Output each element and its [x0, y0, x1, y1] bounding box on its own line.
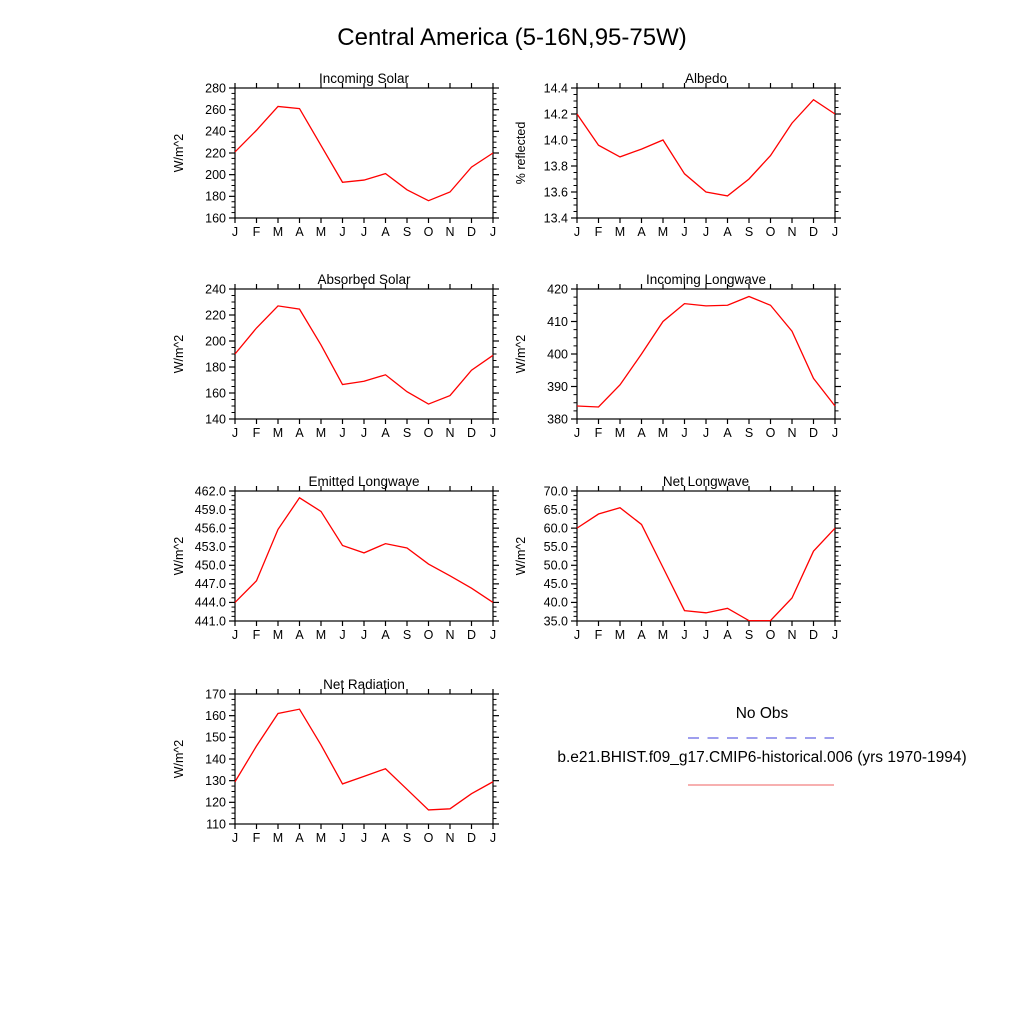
month-label: J [702, 628, 710, 642]
y-tick-label: 65.0 [543, 502, 568, 517]
plot-box [577, 88, 835, 218]
chart-title: Incoming Solar [318, 71, 410, 86]
month-label: S [402, 426, 412, 440]
month-label: J [339, 831, 346, 845]
y-axis-label: W/m^2 [514, 536, 528, 576]
legend-no-obs-label: No Obs [735, 705, 789, 722]
y-tick-label: 180 [205, 360, 226, 375]
y-tick-label: 55.0 [543, 540, 568, 555]
y-tick-label: 444.0 [194, 595, 226, 610]
chart-title: Albedo [684, 71, 728, 86]
month-label: J [339, 225, 346, 239]
month-label: J [360, 225, 368, 239]
plot-box [235, 289, 493, 419]
month-label: M [315, 426, 327, 440]
month-label: A [381, 831, 390, 845]
y-tick-label: 260 [205, 102, 226, 117]
y-tick-label: 462.0 [194, 484, 226, 499]
month-label: A [637, 628, 646, 642]
chart-svg-incoming-longwave [497, 271, 845, 449]
y-tick-label: 14.2 [543, 107, 568, 122]
month-label: M [657, 225, 669, 239]
month-label: J [360, 628, 368, 642]
y-tick-label: 240 [205, 124, 226, 139]
y-tick-label: 120 [205, 795, 226, 810]
y-tick-label: 45.0 [543, 577, 568, 592]
month-label: N [445, 225, 455, 239]
month-label: F [252, 831, 261, 845]
legend-no-obs-dashed-line [688, 734, 834, 742]
y-tick-label: 410 [547, 314, 568, 329]
month-label: J [573, 426, 581, 440]
y-tick-label: 70.0 [543, 484, 568, 499]
month-label: D [466, 426, 477, 440]
data-line [235, 306, 493, 404]
y-tick-label: 450.0 [194, 558, 226, 573]
y-tick-label: 13.6 [543, 185, 568, 200]
data-line [577, 100, 835, 196]
month-label: M [614, 628, 626, 642]
y-tick-label: 220 [205, 146, 226, 161]
month-label: S [402, 225, 412, 239]
month-label: S [744, 426, 754, 440]
y-tick-label: 140 [205, 412, 226, 427]
month-label: M [315, 225, 327, 239]
y-axis-label: W/m^2 [172, 133, 186, 173]
month-label: F [594, 426, 603, 440]
month-label: F [252, 628, 261, 642]
y-tick-label: 35.0 [543, 614, 568, 629]
y-tick-label: 200 [205, 167, 226, 182]
chart-albedo [497, 70, 845, 248]
month-label: O [423, 628, 434, 642]
month-label: A [723, 628, 732, 642]
month-label: J [573, 225, 581, 239]
y-tick-label: 50.0 [543, 558, 568, 573]
month-label: A [295, 426, 304, 440]
page-title: Central America (5-16N,95-75W) [337, 24, 687, 51]
month-label: F [594, 225, 603, 239]
chart-title: Absorbed Solar [317, 272, 411, 287]
month-label: J [702, 426, 710, 440]
y-tick-label: 420 [547, 282, 568, 297]
month-label: J [231, 628, 239, 642]
plot-box [235, 491, 493, 621]
y-tick-label: 14.0 [543, 133, 568, 148]
y-tick-label: 160 [205, 211, 226, 226]
chart-net-longwave [497, 473, 845, 651]
y-tick-label: 456.0 [194, 521, 226, 536]
y-tick-label: 60.0 [543, 521, 568, 536]
chart-net-radiation [155, 676, 503, 854]
legend-model-run-label: b.e21.BHIST.f09_g17.CMIP6-historical.006 (yrs 1970-1994) [557, 749, 967, 766]
y-tick-label: 220 [205, 308, 226, 323]
month-label: M [315, 831, 327, 845]
plot-box [577, 491, 835, 621]
chart-svg-albedo [497, 70, 845, 248]
month-label: A [637, 225, 646, 239]
month-label: J [360, 831, 368, 845]
y-axis-label: W/m^2 [172, 739, 186, 779]
month-label: A [381, 225, 390, 239]
month-label: J [681, 426, 688, 440]
chart-incoming-solar [155, 70, 503, 248]
y-tick-label: 13.4 [543, 211, 568, 226]
chart-svg-emitted-longwave [155, 473, 503, 651]
month-label: S [402, 831, 412, 845]
month-label: O [765, 426, 776, 440]
y-tick-label: 14.4 [543, 81, 568, 96]
y-tick-label: 140 [205, 752, 226, 767]
y-tick-label: 447.0 [194, 577, 226, 592]
chart-svg-absorbed-solar [155, 271, 503, 449]
chart-svg-incoming-solar [155, 70, 503, 248]
y-axis-label: W/m^2 [172, 334, 186, 374]
month-label: J [489, 426, 497, 440]
chart-absorbed-solar [155, 271, 503, 449]
month-label: J [831, 628, 839, 642]
plot-box [235, 694, 493, 824]
month-label: M [614, 426, 626, 440]
month-label: J [339, 628, 346, 642]
month-label: O [423, 225, 434, 239]
month-label: M [272, 426, 284, 440]
month-label: M [272, 831, 284, 845]
month-label: M [315, 628, 327, 642]
month-label: D [808, 426, 819, 440]
plot-box [235, 88, 493, 218]
month-label: A [295, 628, 304, 642]
month-label: N [445, 831, 455, 845]
month-label: J [489, 831, 497, 845]
month-label: J [360, 426, 368, 440]
month-label: A [295, 831, 304, 845]
month-label: A [723, 426, 732, 440]
y-tick-label: 110 [206, 817, 226, 832]
y-tick-label: 180 [205, 189, 226, 204]
chart-title: Emitted Longwave [308, 474, 420, 489]
y-axis-label: W/m^2 [514, 334, 528, 374]
month-label: D [808, 225, 819, 239]
chart-emitted-longwave [155, 473, 503, 651]
month-label: J [231, 426, 239, 440]
y-tick-label: 130 [205, 773, 226, 788]
y-tick-label: 453.0 [194, 540, 226, 555]
month-label: J [573, 628, 581, 642]
chart-title: Net Longwave [662, 474, 750, 489]
chart-title: Net Radiation [323, 677, 405, 692]
month-label: J [831, 225, 839, 239]
y-axis-label: W/m^2 [172, 536, 186, 576]
month-label: A [295, 225, 304, 239]
month-label: J [702, 225, 710, 239]
chart-svg-net-longwave [497, 473, 845, 651]
month-label: A [637, 426, 646, 440]
month-label: O [423, 831, 434, 845]
month-label: O [423, 426, 434, 440]
month-label: A [723, 225, 732, 239]
y-tick-label: 441.0 [194, 614, 226, 629]
month-label: N [445, 426, 455, 440]
y-tick-label: 380 [547, 412, 568, 427]
month-label: M [657, 628, 669, 642]
month-label: D [466, 831, 477, 845]
month-label: J [489, 225, 497, 239]
y-tick-label: 400 [547, 347, 568, 362]
month-label: F [252, 225, 261, 239]
month-label: S [744, 628, 754, 642]
y-tick-label: 40.0 [543, 595, 568, 610]
month-label: J [339, 426, 346, 440]
month-label: N [787, 628, 797, 642]
chart-incoming-longwave [497, 271, 845, 449]
month-label: J [231, 225, 239, 239]
y-tick-label: 160 [205, 386, 226, 401]
month-label: J [681, 225, 688, 239]
month-label: S [744, 225, 754, 239]
month-label: M [272, 225, 284, 239]
y-tick-label: 459.0 [194, 502, 226, 517]
month-label: D [466, 628, 477, 642]
month-label: N [787, 426, 797, 440]
y-tick-label: 390 [547, 379, 568, 394]
month-label: M [614, 225, 626, 239]
month-label: O [765, 628, 776, 642]
month-label: N [445, 628, 455, 642]
month-label: J [681, 628, 688, 642]
month-label: J [231, 831, 239, 845]
data-line [577, 508, 835, 621]
month-label: D [466, 225, 477, 239]
month-label: F [252, 426, 261, 440]
y-tick-label: 170 [205, 687, 226, 702]
y-tick-label: 13.8 [543, 159, 568, 174]
y-tick-label: 160 [205, 708, 226, 723]
month-label: D [808, 628, 819, 642]
month-label: A [381, 426, 390, 440]
y-axis-label: % reflected [514, 121, 528, 185]
data-line [235, 498, 493, 603]
month-label: O [765, 225, 776, 239]
data-line [235, 106, 493, 200]
legend-model-run-line [688, 781, 834, 789]
month-label: N [787, 225, 797, 239]
month-label: J [489, 628, 497, 642]
month-label: A [381, 628, 390, 642]
month-label: M [657, 426, 669, 440]
y-tick-label: 200 [205, 334, 226, 349]
month-label: S [402, 628, 412, 642]
month-label: J [831, 426, 839, 440]
chart-svg-net-radiation [155, 676, 503, 854]
data-line [235, 709, 493, 810]
data-line [577, 296, 835, 406]
y-tick-label: 280 [205, 81, 226, 96]
month-label: M [272, 628, 284, 642]
y-tick-label: 240 [205, 282, 226, 297]
chart-title: Incoming Longwave [645, 272, 767, 287]
plot-box [577, 289, 835, 419]
y-tick-label: 150 [205, 730, 226, 745]
month-label: F [594, 628, 603, 642]
